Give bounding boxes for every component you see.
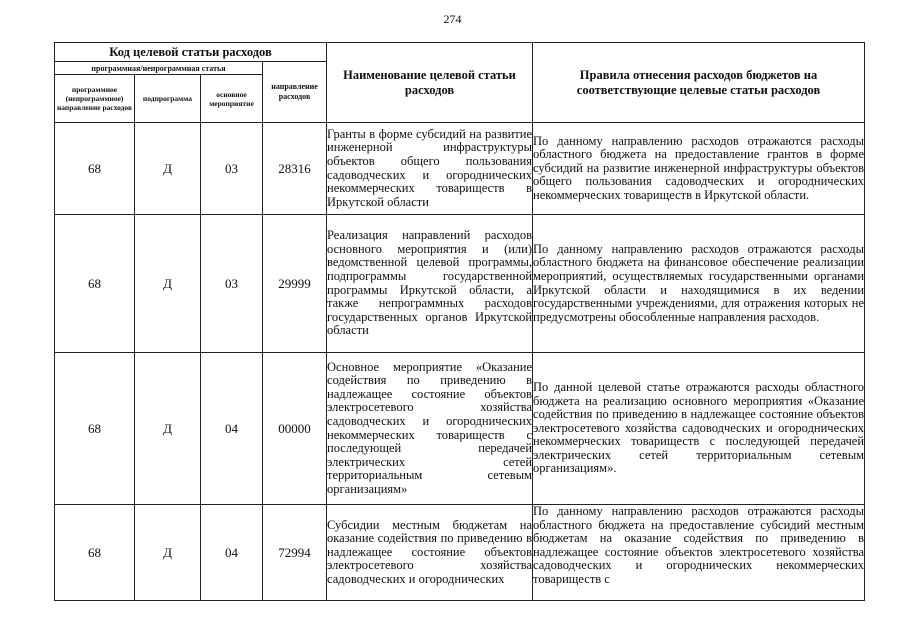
cell-direction: 28316 [263,123,327,215]
cell-event: 04 [201,353,263,505]
cell-program: 68 [55,215,135,353]
header-name: Наименование целевой статьи расходов [327,43,533,123]
cell-name: Субсидии местным бюджетам на оказание содействия по приведению в надлежащее состояние объектов электросетевого хозяйства садоводческих и огороднических [327,505,533,601]
header-direction: направление расходов [263,62,327,123]
table-row [55,353,865,505]
header-program-group: программная/непрограммная статья [55,62,263,75]
cell-rule: По данному направлению расходов отражаются расходы областного бюджета на финансовое обеспечение реализации мероприятий, осуществляемых государственными органами Иркутской области и находящимися в их ведении государственными учреждениями, для отражения которых не предусмотрены обособленные направления расходов. [533,215,865,353]
cell-rule: По данной целевой статье отражаются расходы областного бюджета на реализацию основного мероприятия «Оказание содействия по приведению в надлежащее состояние объектов электросетевого хозяйства садоводческих и огороднических некоммерческих товариществ с последующей передачей электрических сетей территориальным сетевым организациям». [533,353,865,505]
cell-subprogram: Д [135,353,201,505]
table-row [55,123,865,215]
header-program: программное (непрограммное) направление расходов [55,75,135,123]
cell-subprogram: Д [135,215,201,353]
header-code-group: Код целевой статьи расходов [55,43,327,62]
cell-name: Основное мероприятие «Оказание содействия по приведению в надлежащее состояние объектов электросетевого хозяйства садоводческих и огороднических некоммерческих товариществ с последующей передачей электрических сетей территориальным сетевым организациям» [327,353,533,505]
header-subprogram: подпрограмма [135,75,201,123]
cell-direction: 00000 [263,353,327,505]
header-rules: Правила отнесения расходов бюджетов на соответствующие целевые статьи расходов [533,43,865,123]
header-row-1 [55,43,865,62]
cell-rule: По данному направлению расходов отражаются расходы областного бюджета на предоставление грантов в форме субсидий на развитие инженерной инфраструктуры объектов общего пользования садоводческих и огороднических некоммерческих товариществ в Иркутской области. [533,123,865,215]
header-main-event: основное мероприятие [201,75,263,123]
cell-event: 03 [201,215,263,353]
table-row [55,505,865,601]
cell-name: Гранты в форме субсидий на развитие инженерной инфраструктуры объектов общего пользования садоводческих и огороднических некоммерческих товариществ в Иркутской области [327,123,533,215]
budget-table [54,42,865,601]
cell-program: 68 [55,505,135,601]
cell-subprogram: Д [135,505,201,601]
cell-program: 68 [55,353,135,505]
cell-rule: По данному направлению расходов отражаются расходы областного бюджета на предоставление субсидий местным бюджетам на оказание содействия по приведению в надлежащее состояние объектов электросетевого хозяйства садоводческих и огороднических некоммерческих товариществ с [533,505,865,601]
cell-subprogram: Д [135,123,201,215]
cell-name: Реализация направлений расходов основного мероприятия и (или) ведомственной целевой программы, подпрограммы государственной программы Иркутской области, а также непрограммных расходов государственных органов Иркутской области [327,215,533,353]
cell-event: 03 [201,123,263,215]
page-number: 274 [443,12,462,26]
cell-program: 68 [55,123,135,215]
cell-direction: 72994 [263,505,327,601]
table-row [55,215,865,353]
cell-direction: 29999 [263,215,327,353]
cell-event: 04 [201,505,263,601]
